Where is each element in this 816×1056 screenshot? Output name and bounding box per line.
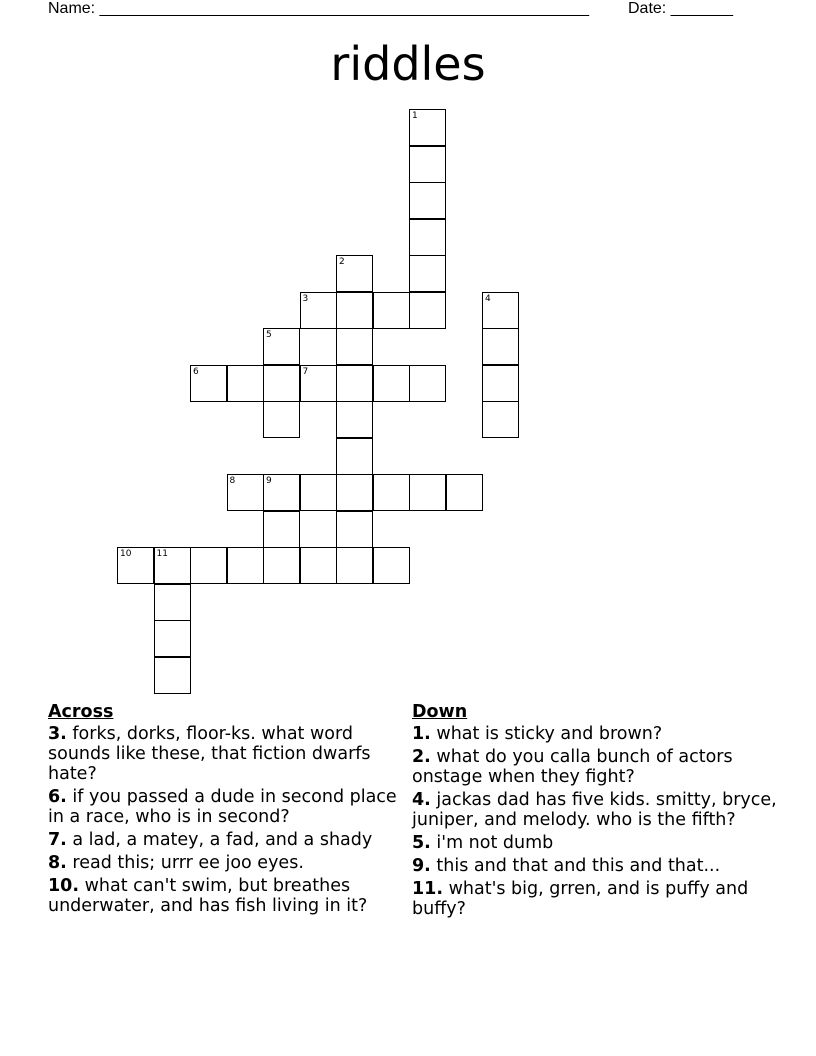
- cell-number: 9: [266, 476, 272, 486]
- grid-cell[interactable]: [336, 547, 373, 584]
- grid-cell[interactable]: [409, 365, 446, 402]
- cell-number: 6: [193, 366, 199, 377]
- grid-cell[interactable]: [336, 328, 373, 365]
- clue-number: 7.: [48, 830, 67, 850]
- clue-text: what can't swim, but breathes underwater, and has fish living in it?: [48, 876, 368, 916]
- grid-cell[interactable]: [227, 474, 264, 511]
- grid-cell[interactable]: [336, 292, 373, 329]
- clue-text: if you passed a dude in second place in a race, who is in second?: [48, 787, 397, 827]
- grid-cell[interactable]: [154, 547, 191, 584]
- grid-cell[interactable]: [336, 511, 373, 548]
- grid-cell[interactable]: [409, 182, 446, 219]
- grid-cell[interactable]: [373, 292, 410, 329]
- grid-cell[interactable]: [154, 620, 191, 657]
- grid-cell[interactable]: [263, 547, 300, 584]
- grid-cell[interactable]: [482, 401, 519, 438]
- grid-cell[interactable]: [263, 401, 300, 438]
- cell-number: 5: [266, 330, 272, 340]
- cell-number: 8: [229, 476, 236, 486]
- clue-number: 9.: [412, 856, 431, 876]
- grid-cell[interactable]: [373, 547, 410, 584]
- grid-cell[interactable]: [482, 365, 519, 402]
- date-label: Date:: [628, 0, 671, 17]
- across-clue-10: [48, 876, 398, 916]
- clue-text: this and that and this and that...: [430, 856, 721, 876]
- across-clue-8: [48, 853, 398, 873]
- across-clue-7: [48, 830, 398, 850]
- grid-cell[interactable]: [263, 511, 300, 548]
- grid-cell[interactable]: [117, 547, 154, 584]
- clue-number: 2.: [412, 747, 431, 767]
- cell-number: 1: [412, 111, 418, 121]
- across-clue-3: [48, 724, 398, 784]
- grid-cell[interactable]: [190, 547, 227, 584]
- name-label: Name:: [48, 0, 100, 17]
- down-heading: Down: [412, 702, 468, 722]
- clue-number: 4.: [412, 790, 431, 810]
- grid-cell[interactable]: [300, 292, 337, 329]
- clue-text: forks, dorks, floor-ks. what word sounds like these, that fiction dwarfs hate?: [48, 724, 371, 784]
- clue-number: 11.: [412, 879, 444, 899]
- grid-cell[interactable]: [336, 365, 373, 402]
- grid-cell[interactable]: [482, 328, 519, 365]
- grid-cell[interactable]: [300, 474, 337, 511]
- grid-cell[interactable]: [263, 474, 300, 511]
- grid-cell[interactable]: [154, 584, 191, 621]
- clue-number: 3.: [48, 724, 67, 744]
- clue-text: i'm not dumb: [430, 833, 554, 853]
- down-clue-4: [412, 790, 782, 830]
- down-clue-11: [412, 879, 782, 919]
- grid-cell[interactable]: [482, 292, 519, 329]
- grid-cell[interactable]: [336, 401, 373, 438]
- cell-number: 4: [485, 293, 491, 304]
- grid-cell[interactable]: [190, 365, 227, 402]
- clue-text: what do you calla bunch of actors onstage when they fight?: [412, 747, 733, 787]
- cell-number: 10: [120, 549, 132, 559]
- grid-cell[interactable]: [409, 255, 446, 292]
- clue-text: jackas dad has five kids. smitty, bryce, juniper, and melody. who is the fifth?: [412, 790, 777, 830]
- grid-cell[interactable]: [263, 365, 300, 402]
- down-clue-2: [412, 747, 782, 787]
- clue-number: 6.: [48, 787, 67, 807]
- grid-cell[interactable]: [300, 365, 337, 402]
- clue-text: read this; urrr ee joo eyes.: [66, 853, 304, 873]
- grid-cell[interactable]: [373, 474, 410, 511]
- grid-cell[interactable]: [227, 365, 264, 402]
- name-blank[interactable]: _______________________________________________________: [99, 0, 589, 17]
- grid-cell[interactable]: [154, 657, 191, 694]
- cell-number: 2: [339, 257, 345, 267]
- cell-number: 7: [302, 366, 309, 377]
- date-blank[interactable]: _______: [670, 0, 733, 17]
- page-title: riddles: [330, 37, 486, 91]
- across-clues: [48, 702, 398, 919]
- grid-cell[interactable]: [336, 438, 373, 475]
- clue-text: what is sticky and brown?: [430, 724, 663, 744]
- grid-cell[interactable]: [409, 109, 446, 146]
- grid-cell[interactable]: [336, 255, 373, 292]
- grid-cell[interactable]: [409, 219, 446, 256]
- clue-number: 5.: [412, 833, 431, 853]
- down-clues: [412, 702, 782, 922]
- grid-cell[interactable]: [263, 328, 300, 365]
- grid-cell[interactable]: [227, 547, 264, 584]
- clue-number: 8.: [48, 853, 67, 873]
- down-clue-1: [412, 724, 782, 744]
- down-clue-9: [412, 856, 782, 876]
- clue-number: 1.: [412, 724, 431, 744]
- grid-cell[interactable]: [373, 365, 410, 402]
- grid-cell[interactable]: [409, 146, 446, 183]
- clue-text: what's big, grren, and is puffy and buffy?: [412, 879, 749, 919]
- clue-number: 10.: [48, 876, 80, 896]
- cell-number: 11: [156, 549, 168, 559]
- cell-number: 3: [302, 293, 309, 304]
- grid-cell[interactable]: [446, 474, 483, 511]
- grid-cell[interactable]: [300, 547, 337, 584]
- across-heading: Across: [48, 702, 114, 722]
- grid-cell[interactable]: [336, 474, 373, 511]
- down-clue-5: [412, 833, 782, 853]
- clue-text: a lad, a matey, a fad, and a shady: [66, 830, 373, 850]
- grid-cell[interactable]: [409, 292, 446, 329]
- grid-cell[interactable]: [409, 474, 446, 511]
- across-clue-6: [48, 787, 398, 827]
